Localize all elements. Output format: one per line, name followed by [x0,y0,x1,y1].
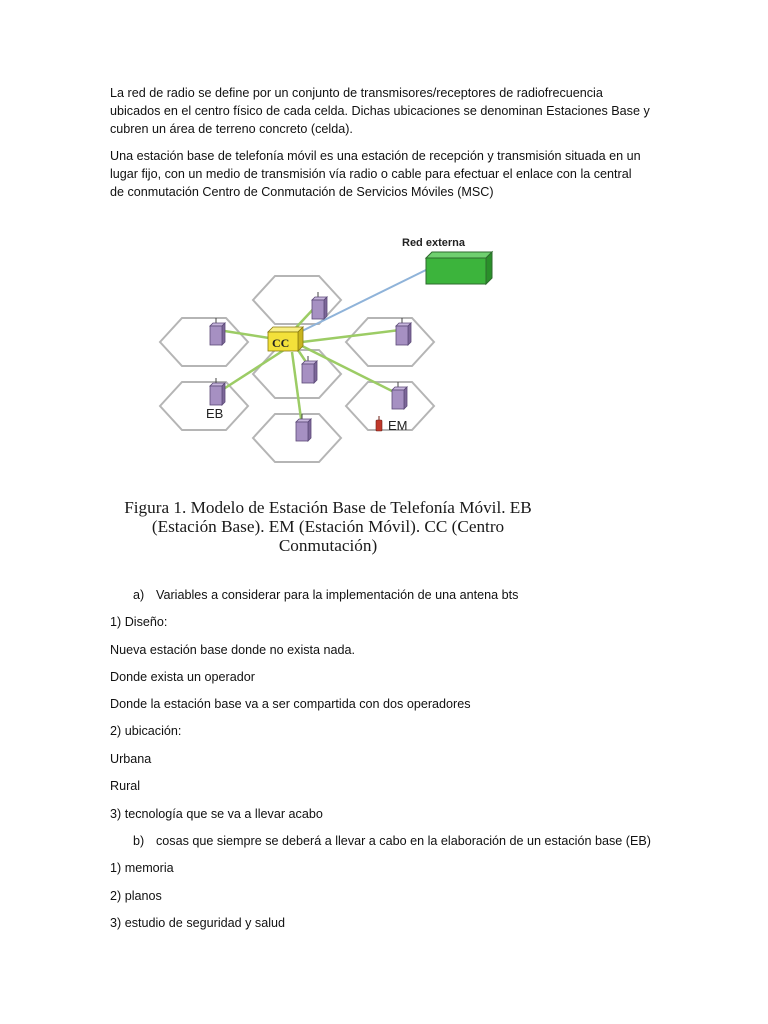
list-item: 1) memoria [110,861,174,875]
list-item: 1) Diseño: [110,615,168,629]
cellular-network-diagram [150,222,510,472]
paragraph-line: ubicados en el centro físico de cada celda. Dichas ubicaciones se denominan Estaciones Base y [110,104,650,118]
paragraph-line: cubren un área de terreno concreto (celda). [110,122,353,136]
figure-caption [118,498,538,555]
mobile-station-label: EM [388,418,408,433]
list-item: Donde la estación base va a ser compartida con dos operadores [110,697,471,711]
list-item: 3) estudio de seguridad y salud [110,916,286,930]
list-item: 2) ubicación: [110,724,182,738]
switching-center-label: CC [272,336,290,350]
external-network-box [426,252,492,284]
section-a-title: Variables a considerar para la implementación de una antena bts [156,588,519,602]
caption-line: Figura 1. Modelo de Estación Base de Telefonía Móvil. EB [124,498,532,517]
paragraph-line: Una estación base de telefonía móvil es una estación de recepción y transmisión situada en un [110,149,641,163]
list-item: Nueva estación base donde no exista nada. [110,643,356,657]
hex-cell-upper-right [346,318,434,366]
list-item: Urbana [110,752,152,766]
list-item: 2) planos [110,889,162,903]
paragraph-line: lugar fijo, con un medio de transmisión vía radio o cable para efectuar el enlace con la central [110,167,632,181]
base-station-label: EB [206,406,224,421]
hex-cell-lower-left [160,382,248,430]
section-b-marker: b) [133,834,145,848]
list-item: Donde exista un operador [110,670,255,684]
hex-cell-upper-left [160,318,248,366]
hex-cell-top [253,276,341,324]
external-network-label: Red externa [402,237,465,249]
list-item: 3) tecnología que se va a llevar acabo [110,807,323,821]
list-item: Rural [110,779,141,793]
paragraph-line: de conmutación Centro de Conmutación de Servicios Móviles (MSC) [110,185,494,199]
caption-line: (Estación Base). EM (Estación Móvil). CC (Centro [151,517,505,536]
section-b-title: cosas que siempre se deberá a llevar a cabo en la elaboración de un estación base (EB) [156,834,651,848]
paragraph-line: La red de radio se define por un conjunto de transmisores/receptores de radiofrecuencia [110,86,603,100]
section-a-marker: a) [133,588,145,602]
caption-line: Conmutación) [278,536,378,555]
